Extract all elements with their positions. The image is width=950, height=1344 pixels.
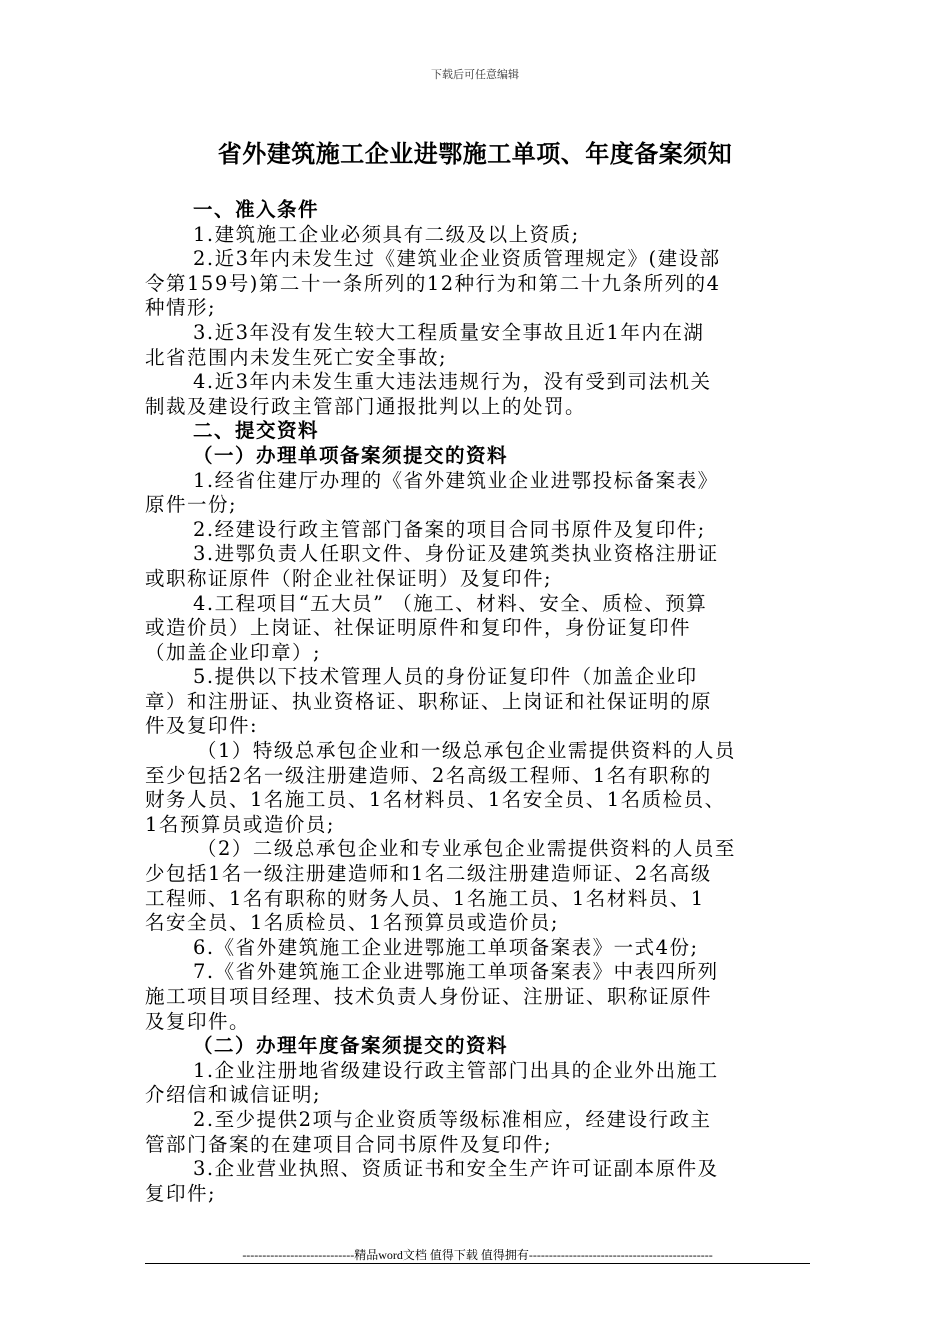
footer-text: ----------------------------精品word文档 值得下载 值得拥有---------------------------------------------- — [242, 1248, 713, 1262]
text-line: （2）二级总承包企业和专业承包企业需提供资料的人员至 — [197, 837, 736, 861]
text-line: 名安全员、1名质检员、1名预算员或造价员; — [145, 911, 559, 935]
text-line: 财务人员、1名施工员、1名材料员、1名安全员、1名质检员、 — [145, 788, 726, 812]
text-line: 工程师、1名有职称的财务人员、1名施工员、1名材料员、1 — [145, 886, 705, 910]
text-line: 至少包括2名一级注册建造师、2名高级工程师、1名有职称的 — [145, 763, 712, 787]
text-line: 种情形; — [145, 296, 217, 320]
text-line: 或职称证原件（附企业社保证明）及复印件; — [145, 566, 553, 590]
text-line: 件及复印件: — [145, 714, 259, 738]
section-heading: （二）办理年度备案须提交的资料 — [193, 1034, 509, 1058]
text-line: 制裁及建设行政主管部门通报批判以上的处罚。 — [145, 394, 587, 418]
text-line: 令第159号)第二十一条所列的12种行为和第二十九条所列的4 — [145, 271, 721, 295]
section-heading: 二、提交资料 — [193, 419, 320, 443]
section-heading: 一、准入条件 — [193, 198, 320, 221]
text-line: 3.企业营业执照、资质证书和安全生产许可证副本原件及 — [193, 1157, 719, 1181]
text-line: 2.近3年内未发生过《建筑业企业资质管理规定》(建设部 — [193, 247, 721, 271]
text-line: 少包括1名一级注册建造师和1名二级注册建造师证、2名高级 — [145, 862, 712, 886]
document-body — [145, 198, 810, 1206]
text-line: 复印件; — [145, 1181, 217, 1205]
text-line: 施工项目项目经理、技术负责人身份证、注册证、职称证原件 — [145, 985, 713, 1008]
section-heading: （一）办理单项备案须提交的资料 — [193, 443, 509, 467]
text-line: 3.进鄂负责人任职文件、身份证及建筑类执业资格注册证 — [193, 542, 719, 566]
text-line: 4.工程项目“五大员” （施工、材料、安全、质检、预算 — [193, 591, 708, 615]
text-line: 2.经建设行政主管部门备案的项目合同书原件及复印件; — [193, 517, 706, 541]
text-line: 5.提供以下技术管理人员的身份证复印件（加盖企业印 — [193, 665, 698, 689]
text-line: 章）和注册证、执业资格证、职称证、上岗证和社保证明的原 — [145, 689, 713, 713]
text-line: 1名预算员或造价员; — [145, 812, 335, 836]
text-line: （加盖企业印章）; — [145, 640, 322, 664]
footer-rule — [145, 1263, 810, 1264]
text-line: 北省范围内未发生死亡安全事故; — [145, 345, 448, 369]
text-line: 6.《省外建筑施工企业进鄂施工单项备案表》一式4份; — [193, 935, 699, 959]
text-line: 介绍信和诚信证明; — [145, 1083, 322, 1107]
text-line: 4.近3年内未发生重大违法违规行为，没有受到司法机关 — [193, 370, 712, 394]
text-line: （1）特级总承包企业和一级总承包企业需提供资料的人员 — [197, 739, 736, 763]
text-line: 1.企业注册地省级建设行政主管部门出具的企业外出施工 — [193, 1058, 719, 1082]
text-line: 1.经省住建厅办理的《省外建筑业企业进鄂投标备案表》 — [193, 468, 719, 492]
text-line: 1.建筑施工企业必须具有二级及以上资质; — [193, 222, 580, 246]
text-line: 管部门备案的在建项目合同书原件及复印件; — [145, 1132, 553, 1156]
text-line: 或造价员）上岗证、社保证明原件和复印件，身份证复印件 — [145, 616, 692, 640]
text-line: 3.近3年没有发生较大工程质量安全事故且近1年内在湖 — [193, 320, 705, 344]
text-line: 2.至少提供2项与企业资质等级标准相应，经建设行政主 — [193, 1107, 712, 1131]
text-line: 7.《省外建筑施工企业进鄂施工单项备案表》中表四所列 — [193, 960, 719, 984]
header-note: 下载后可任意编辑 — [431, 69, 519, 81]
text-line: 原件一份; — [145, 493, 238, 517]
document-title: 省外建筑施工企业进鄂施工单项、年度备案须知 — [217, 139, 733, 168]
text-line: 及复印件。 — [145, 1009, 251, 1033]
